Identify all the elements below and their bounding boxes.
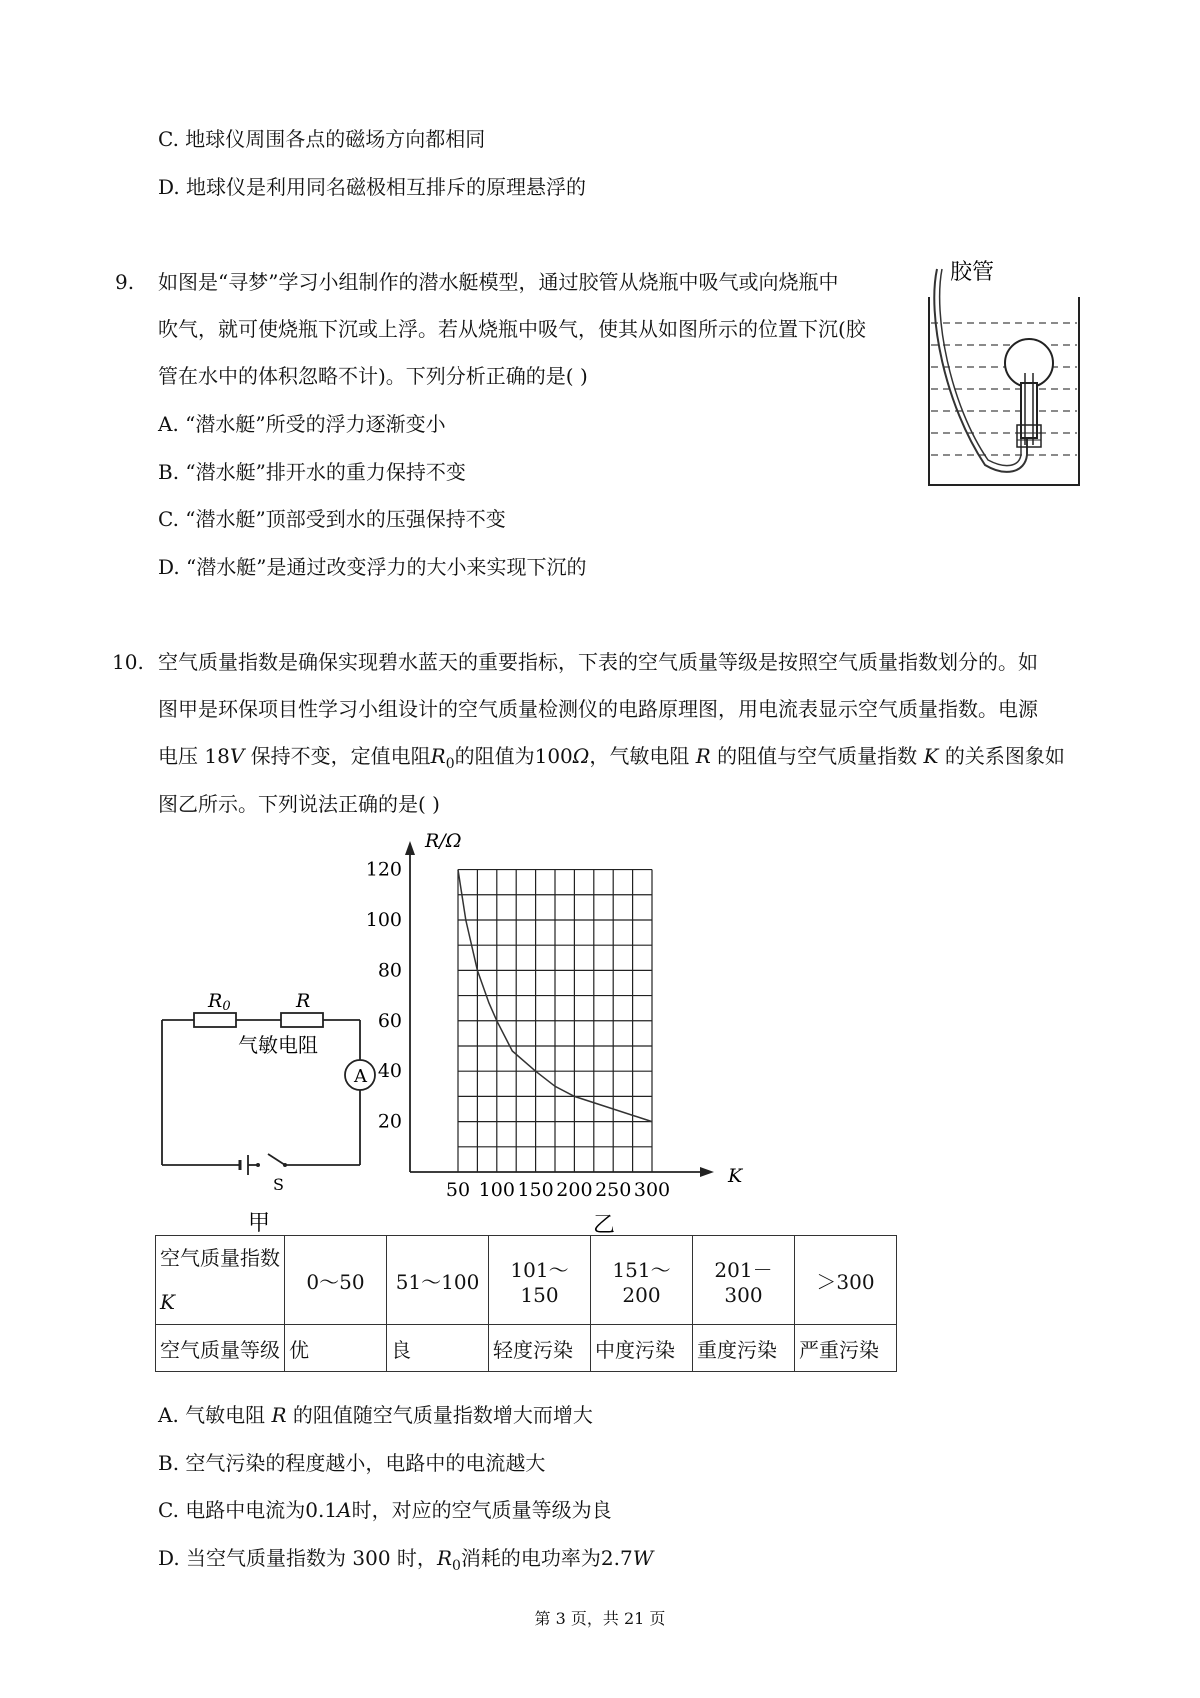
q9-stem-line-1: 如图是“寻梦”学习小组制作的潜水艇模型，通过胶管从烧瓶中吸气或向烧瓶中: [158, 270, 839, 294]
x-tick-label: 50: [445, 1179, 471, 1201]
table-header-grade: 空气质量等级: [156, 1325, 285, 1372]
x-axis-label: K: [728, 1165, 743, 1187]
q9-stem-line-3: 管在水中的体积忽略不计)。下列分析正确的是( ): [158, 364, 588, 388]
y-axis-arrow: [405, 841, 415, 855]
q10-number: 10.: [112, 650, 144, 674]
q10-stem-line-2: 图甲是环保项目性学习小组设计的空气质量检测仪的电路原理图，用电流表显示空气质量指数。电源: [158, 697, 1038, 721]
flask: [1005, 339, 1053, 447]
table-row: [156, 1325, 897, 1372]
y-tick-label: 100: [365, 908, 402, 931]
x-axis-arrow: [700, 1167, 714, 1177]
q8-option-d: D. 地球仪是利用同名磁极相互排斥的原理悬浮的: [158, 175, 587, 199]
table-header-index: 空气质量指数 K: [156, 1236, 285, 1325]
chart-grid: [458, 870, 652, 1172]
q10-stem-line-4: 图乙所示。下列说法正确的是( ): [158, 792, 440, 816]
q8-option-c: C. 地球仪周围各点的磁场方向都相同: [158, 127, 486, 151]
table-row: [156, 1236, 897, 1325]
x-tick-label: 100: [478, 1179, 515, 1201]
chart-ticks: [366, 859, 670, 1201]
x-tick-label: 200: [556, 1179, 593, 1201]
y-tick-label: 80: [377, 959, 402, 982]
r-label: R: [296, 990, 311, 1012]
q10-option-c: C. 电路中电流为0.1A时，对应的空气质量等级为良: [158, 1498, 612, 1522]
air-quality-table: [155, 1235, 897, 1372]
hose-label: 胶管: [950, 260, 995, 285]
q9-option-a: A. “潜水艇”所受的浮力逐渐变小: [158, 412, 446, 436]
q10-stem-line-1: 空气质量指数是确保实现碧水蓝天的重要指标，下表的空气质量等级是按照空气质量指数划分的。如: [158, 650, 1038, 674]
water-container: [929, 297, 1079, 485]
table-cell: ＞300: [795, 1236, 897, 1325]
table-cell: 0～50: [285, 1236, 387, 1325]
sensor-label: 气敏电阻: [238, 1033, 318, 1057]
q9-option-c: C. “潜水艇”顶部受到水的压强保持不变: [158, 507, 506, 531]
switch: [268, 1154, 285, 1165]
table-cell: 101～150: [489, 1236, 591, 1325]
q9-option-b: B. “潜水艇”排开水的重力保持不变: [158, 460, 466, 484]
chart-axes: [405, 841, 714, 1177]
resistor-r0: [194, 1013, 236, 1027]
y-tick-label: 60: [377, 1009, 402, 1032]
q9-option-d: D. “潜水艇”是通过改变浮力的大小来实现下沉的: [158, 555, 587, 579]
table-cell: 重度污染: [693, 1325, 795, 1372]
x-tick-label: 300: [633, 1179, 671, 1201]
q9-stem-line-2: 吹气，就可使烧瓶下沉或上浮。若从烧瓶中吸气，使其从如图所示的位置下沉(胶: [158, 317, 866, 341]
y-tick-label: 20: [377, 1110, 402, 1133]
r0-label: R0: [208, 990, 231, 1014]
graph-caption: 乙: [593, 1213, 616, 1238]
q9-number: 9.: [115, 270, 135, 294]
x-tick-label: 250: [595, 1179, 632, 1201]
q10-option-d: D. 当空气质量指数为 300 时，$R_0$消耗的电功率为2.7W: [158, 1546, 654, 1574]
y-axis-label: R/Ω: [425, 830, 462, 852]
y-tick-label: 120: [365, 858, 402, 881]
q10-stem-line-3: 电压 18V 保持不变，定值电阻$R_0$的阻值为100Ω，气敏电阻 R 的阻值与空气质量指数 K 的关系图象如: [158, 744, 1065, 772]
circuit-diagram: [150, 990, 380, 1240]
table-cell: 151～200: [591, 1236, 693, 1325]
resistance-vs-index-graph: [365, 825, 760, 1238]
table-cell: 优: [285, 1325, 387, 1372]
switch-label: S: [273, 1175, 284, 1194]
table-cell: 轻度污染: [489, 1325, 591, 1372]
x-tick-label: 150: [517, 1179, 554, 1201]
table-cell: 严重污染: [795, 1325, 897, 1372]
water-lines: [931, 323, 1077, 455]
resistor-r: [281, 1013, 323, 1027]
submarine-model-figure: [925, 255, 1085, 490]
q10-option-a: A. 气敏电阻 R 的阻值随空气质量指数增大而增大: [158, 1403, 593, 1427]
page-footer: 第 3 页，共 21 页: [534, 1609, 666, 1628]
table-cell: 51～100: [387, 1236, 489, 1325]
table-cell: 中度污染: [591, 1325, 693, 1372]
ammeter-label: A: [354, 1066, 367, 1087]
circuit-caption: 甲: [248, 1211, 271, 1236]
table-cell: 201－300: [693, 1236, 795, 1325]
table-cell: 良: [387, 1325, 489, 1372]
q10-option-b: B. 空气污染的程度越小，电路中的电流越大: [158, 1451, 546, 1475]
y-tick-label: 40: [377, 1060, 402, 1083]
